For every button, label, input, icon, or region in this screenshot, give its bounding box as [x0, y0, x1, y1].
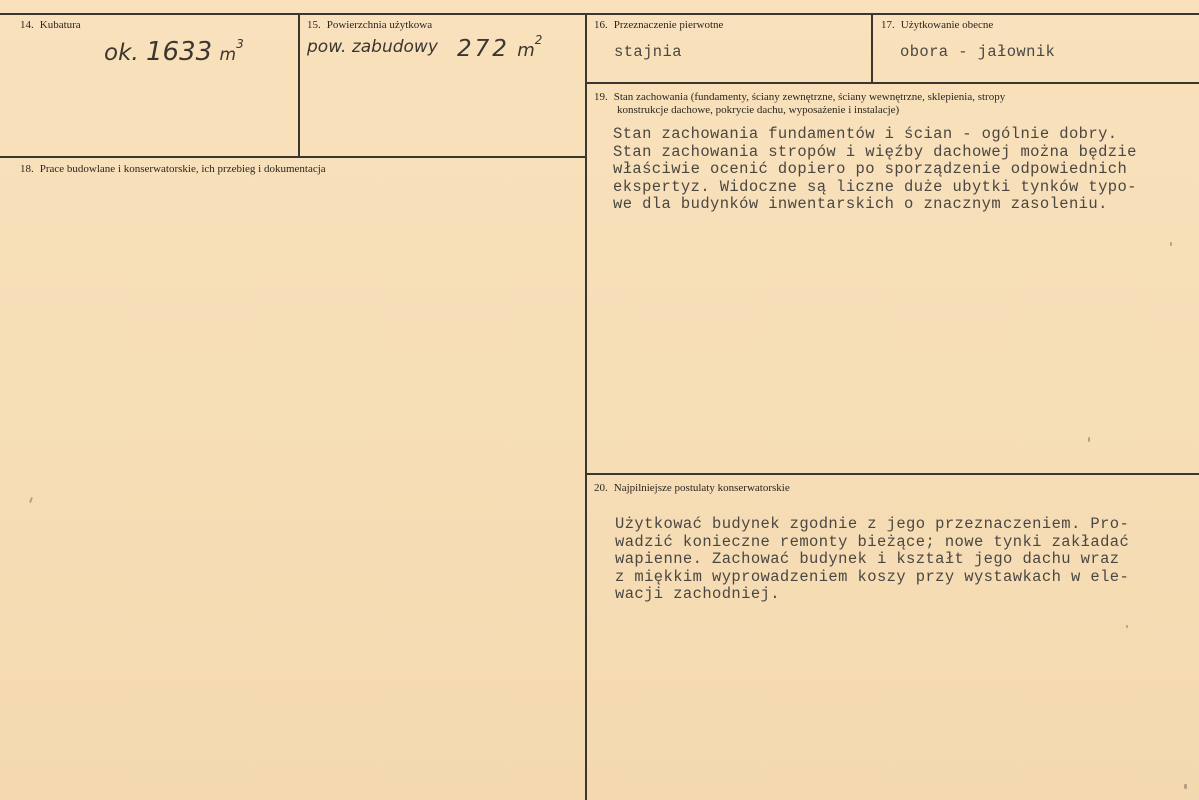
cubature-unit: m	[219, 45, 237, 65]
field-14-label	[20, 19, 81, 32]
field-15-label	[307, 19, 432, 32]
paper-speck	[29, 497, 33, 503]
field-18-label	[20, 163, 326, 176]
field-17-label	[881, 19, 993, 32]
field-17-number: 17.	[881, 19, 895, 31]
area-unit: m	[517, 40, 535, 61]
field-19-label	[594, 91, 1005, 104]
field-19-text-line: we dla budynków inwentarskich o znacznym zasoleniu.	[613, 195, 1108, 214]
paper-speck	[1088, 437, 1090, 442]
field-20-number: 20.	[594, 482, 608, 494]
paper-speck	[1170, 242, 1172, 246]
field-19-title-line1: Stan zachowania (fundamenty, ściany zewnętrzne, ściany wewnętrzne, sklepienia, stropy	[613, 91, 1006, 103]
field-16-label	[594, 19, 723, 32]
field-15-title: Powierzchnia użytkowa	[326, 19, 433, 31]
field-18-number: 18.	[20, 163, 34, 175]
field-20-text-line: z miękkim wyprowadzeniem koszy przy wystawkach w ele-	[615, 567, 1130, 586]
cubature-prefix: ok.	[104, 40, 139, 66]
field-17-title: Użytkowanie obecne	[900, 19, 994, 31]
paper-speck	[1126, 625, 1128, 628]
cubature-exponent: 3	[236, 37, 244, 51]
field-19-text-line: ekspertyz. Widoczne są liczne duże ubytki tynków typo-	[613, 177, 1137, 196]
field-19-text-line: Stan zachowania stropów i więźby dachowej można będzie	[613, 142, 1137, 161]
field-15-handwritten-area	[457, 33, 542, 62]
field-20-text-line: wacji zachodniej.	[615, 585, 780, 604]
area-prefix: pow. zabudowy	[307, 37, 438, 57]
field-20-text-line: Użytkować budynek zgodnie z jego przeznaczeniem. Pro-	[615, 515, 1130, 533]
field-16-value: stajnia	[614, 43, 682, 61]
field-17-value: obora - jałownik	[900, 43, 1056, 61]
rule-under-14-15	[0, 156, 586, 158]
divider-left-right	[585, 13, 587, 800]
field-18-title: Prace budowlane i konserwatorskie, ich przebieg i dokumentacja	[39, 163, 326, 175]
divider-16-17	[871, 13, 873, 83]
rule-under-19	[585, 473, 1199, 475]
top-rule	[0, 13, 1199, 15]
area-exponent: 2	[534, 33, 543, 47]
field-16-title: Przeznaczenie pierwotne	[613, 19, 724, 31]
paper-speck	[1184, 784, 1187, 789]
field-20-text-line: wadzić konieczne remonty bieżące; nowe tynki zakładać	[615, 532, 1130, 551]
field-15-handwritten-value	[307, 37, 438, 57]
area-number: 272	[457, 36, 510, 62]
field-14-handwritten-value	[104, 37, 244, 67]
field-19-text-line: właściwie ocenić dopiero po sporządzenie odpowiednich	[613, 160, 1128, 179]
field-20-title: Najpilniejsze postulaty konserwatorskie	[613, 482, 790, 494]
field-14-title: Kubatura	[39, 19, 81, 31]
field-20-label	[594, 482, 790, 495]
field-19-text-line: Stan zachowania fundamentów i ścian - ogólnie dobry.	[613, 125, 1118, 143]
field-16-number: 16.	[594, 19, 608, 31]
rule-under-16-17	[585, 82, 1199, 84]
field-19-label-line2: konstrukcje dachowe, pokrycie dachu, wyposażenie i instalacje)	[617, 104, 900, 116]
divider-14-15	[298, 13, 300, 157]
field-19-number: 19.	[594, 91, 608, 103]
field-14-number: 14.	[20, 19, 34, 31]
field-15-number: 15.	[307, 19, 321, 31]
field-20-text-line: wapienne. Zachować budynek i kształt jego dachu wraz	[615, 550, 1120, 569]
cubature-number: 1633	[146, 37, 213, 67]
